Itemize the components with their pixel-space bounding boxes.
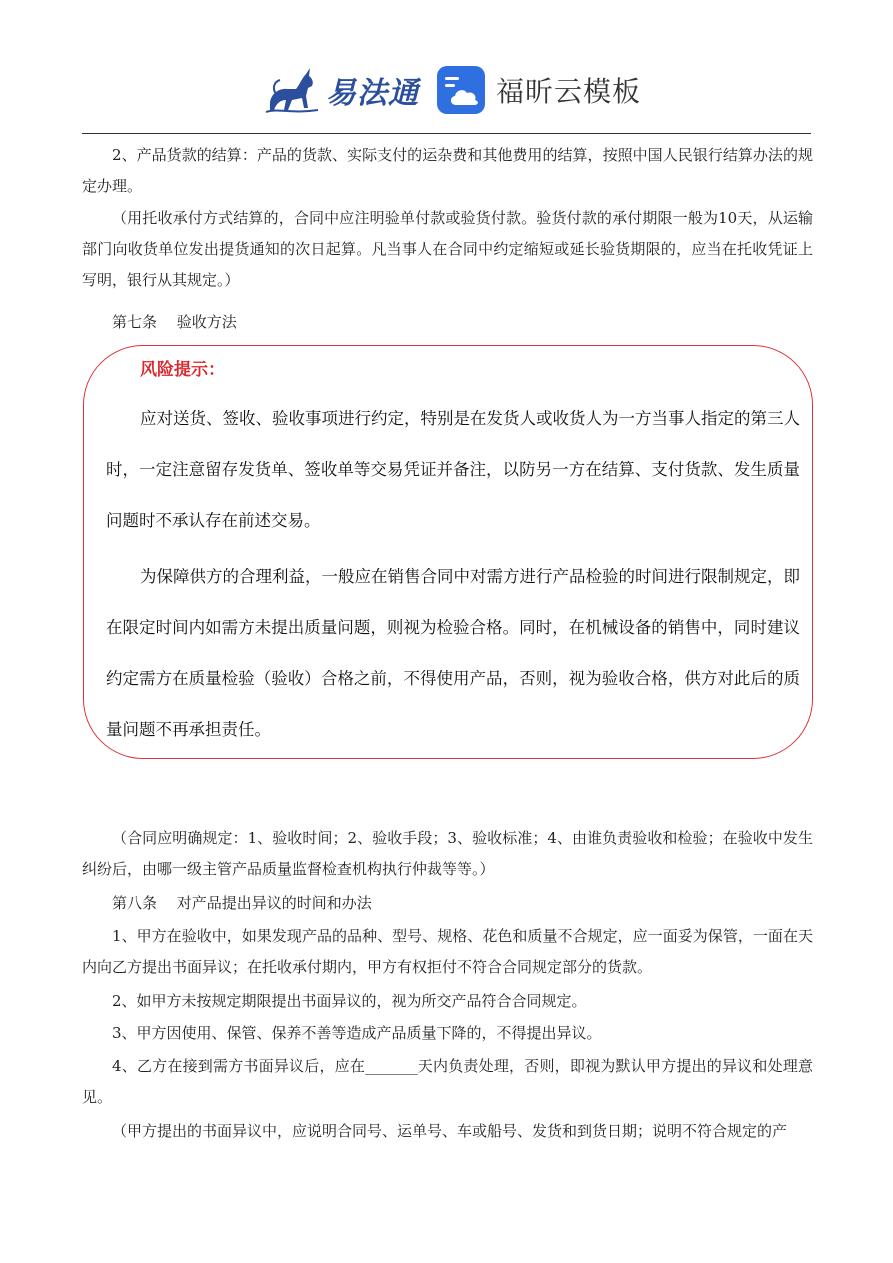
objection-requirements-note: （甲方提出的书面异议中，应说明合同号、运单号、车或船号、发货和到货日期；说明不符合规定的产 xyxy=(112,1122,788,1140)
objection-clause-2: 2、如甲方未按规定期限提出书面异议的，视为所交产品符合合同规定。 xyxy=(112,992,587,1010)
foxit-template-logo xyxy=(436,64,641,116)
risk-warning-paragraph-1: 应对送货、签收、验收事项进行约定，特别是在发货人或收货人为一方当事人指定的第三人时，一定注意留存发货单、签收单等交易凭证并备注，以防另一方在结算、支付货款、发生质量问题时不承认存在前述交易。 xyxy=(106,409,800,530)
unicorn-horse-icon xyxy=(262,62,322,118)
objection-clause-3: 3、甲方因使用、保管、保养不善等造成产品质量下降的，不得提出异议。 xyxy=(112,1024,602,1042)
article-7-heading: 第七条 验收方法 xyxy=(112,313,237,331)
objection-clause-1: 1、甲方在验收中，如果发现产品的品种、型号、规格、花色和质量不合规定，应一面妥为保管，一面在天内向乙方提出书面异议；在托收承付期内，甲方有权拒付不符合合同规定部分的货款。 xyxy=(82,927,813,976)
foxit-template-logo-text: 福昕云模板 xyxy=(496,75,642,108)
payment-settlement-paragraph: 2、产品货款的结算：产品的货款、实际支付的运杂费和其他费用的结算，按照中国人民银行结算办法的规定办理。 xyxy=(82,146,813,195)
acceptance-requirements-note: （合同应明确规定：1、验收时间；2、验收手段；3、验收标准；4、由谁负责验收和检验；在验收中发生纠纷后，由哪一级主管产品质量监督检查机构执行仲裁等等。） xyxy=(82,829,813,878)
collection-acceptance-note: （用托收承付方式结算的，合同中应注明验单付款或验货付款。验货付款的承付期限一般为10天，从运输部门向收货单位发出提货通知的次日起算。凡当事人在合同中约定缩短或延长验货期限的，应当在托收凭证上写明，银行从其规定。） xyxy=(82,209,813,289)
page-header xyxy=(0,0,893,135)
objection-clause-4: 4、乙方在接到需方书面异议后，应在_______天内负责处理，否则，即视为默认甲方提出的异议和处理意见。 xyxy=(82,1057,813,1106)
document-cloud-icon xyxy=(436,65,486,115)
header-divider xyxy=(82,133,811,134)
risk-warning-title: 风险提示： xyxy=(140,360,225,380)
yifatong-logo-text: 易法通 xyxy=(326,76,419,111)
risk-warning-paragraph-2: 为保障供方的合理利益，一般应在销售合同中对需方进行产品检验的时间进行限制规定，即在限定时间内如需方未提出质量问题，则视为检验合格。同时，在机械设备的销售中，同时建议约定需方在质量检验（验收）合格之前，不得使用产品，否则，视为验收合格，供方对此后的质量问题不再承担责任。 xyxy=(106,567,800,739)
article-8-heading: 第八条 对产品提出异议的时间和办法 xyxy=(112,894,372,912)
yifatong-logo xyxy=(262,62,419,118)
